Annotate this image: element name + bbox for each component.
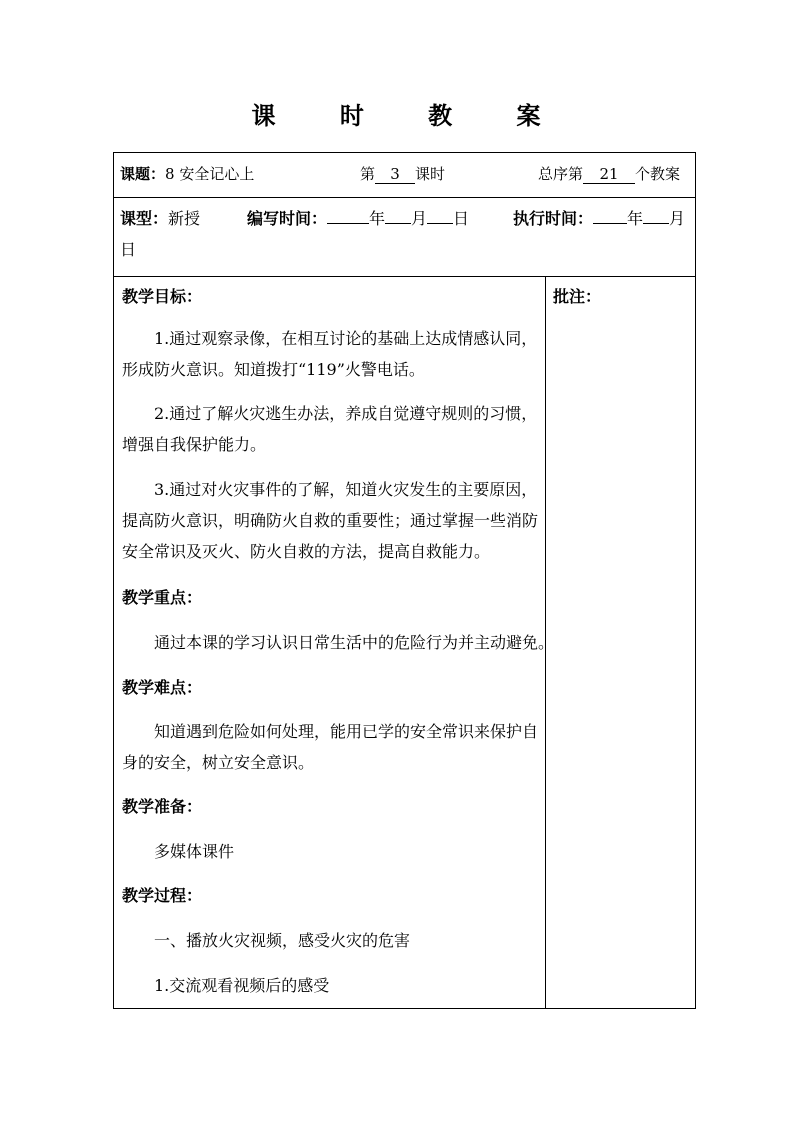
total-suffix: 个教案	[635, 165, 681, 183]
process-heading: 教学过程：	[122, 886, 203, 905]
difficulty-line-2: 身的安全，树立安全意识。	[122, 753, 315, 772]
write-year-blank	[327, 207, 369, 224]
exec-year: 年	[627, 209, 644, 228]
period-info	[360, 163, 445, 184]
objective-1-line-1: 1.通过观察录像，在相互讨论的基础上达成情感认同，	[154, 329, 538, 348]
lesson-label: 课题：	[120, 165, 166, 183]
write-month: 月	[411, 209, 428, 228]
total-info	[538, 163, 680, 184]
lesson-topic	[120, 163, 254, 184]
period-value: 3	[375, 166, 415, 184]
key-point-heading: 教学重点：	[122, 588, 203, 607]
process-item-1: 一、播放火灾视频，感受火灾的危害	[154, 931, 411, 950]
objective-2-line-2: 增强自我保护能力。	[122, 435, 267, 454]
difficulty-line-1: 知道遇到危险如何处理，能用已学的安全常识来保护自	[154, 722, 539, 741]
difficulty-heading: 教学难点：	[122, 678, 203, 697]
total-value: 21	[583, 166, 635, 184]
objective-3-line-3: 安全常识及灭火、防火自救的方法，提高自救能力。	[122, 542, 491, 561]
lesson-value: 8 安全记心上	[165, 165, 255, 183]
period-suffix: 课时	[415, 165, 446, 183]
process-item-2: 1.交流观看视频后的感受	[154, 976, 330, 995]
lesson-meta-row	[114, 197, 695, 277]
key-point-text: 通过本课的学习认识日常生活中的危险行为并主动避免。	[154, 633, 555, 652]
exec-month: 月	[669, 209, 686, 228]
write-month-blank	[385, 207, 411, 224]
write-label: 编写时间：	[247, 209, 328, 228]
write-day-blank	[427, 207, 453, 224]
objective-3-line-1: 3.通过对火灾事件的了解，知道火灾发生的主要原因，	[154, 480, 538, 499]
lesson-plan-table	[113, 152, 696, 1009]
objective-3-line-2: 提高防火意识，明确防火自救的重要性；通过掌握一些消防	[122, 511, 539, 530]
preparation-heading: 教学准备：	[122, 797, 203, 816]
total-prefix: 总序第	[538, 165, 584, 183]
preparation-text: 多媒体课件	[154, 842, 235, 861]
main-area	[114, 276, 695, 1008]
title-char: 课	[251, 101, 278, 130]
title-char: 时	[339, 101, 366, 130]
title-char: 教	[428, 101, 455, 130]
write-day: 日	[453, 209, 470, 228]
exec-month-blank	[643, 207, 669, 224]
title-char: 案	[516, 101, 543, 130]
write-year: 年	[369, 209, 386, 228]
exec-year-blank	[593, 207, 627, 224]
exec-time	[513, 206, 685, 229]
exec-day: 日	[120, 240, 137, 259]
objective-1-line-2: 形成防火意识。知道拨打“119”火警电话。	[122, 360, 425, 379]
objectives-heading: 教学目标：	[122, 287, 203, 306]
lesson-info-row	[114, 153, 695, 198]
exec-label: 执行时间：	[513, 209, 594, 228]
meta-line	[120, 206, 200, 229]
period-prefix: 第	[360, 165, 376, 183]
page-title	[0, 96, 794, 131]
type-label: 课型：	[120, 209, 169, 228]
objective-2-line-1: 2.通过了解火灾逃生办法，养成自觉遵守规则的习惯，	[154, 404, 538, 423]
notes-label: 批注：	[553, 287, 602, 306]
type-value: 新授	[168, 209, 201, 228]
write-time	[247, 206, 469, 229]
